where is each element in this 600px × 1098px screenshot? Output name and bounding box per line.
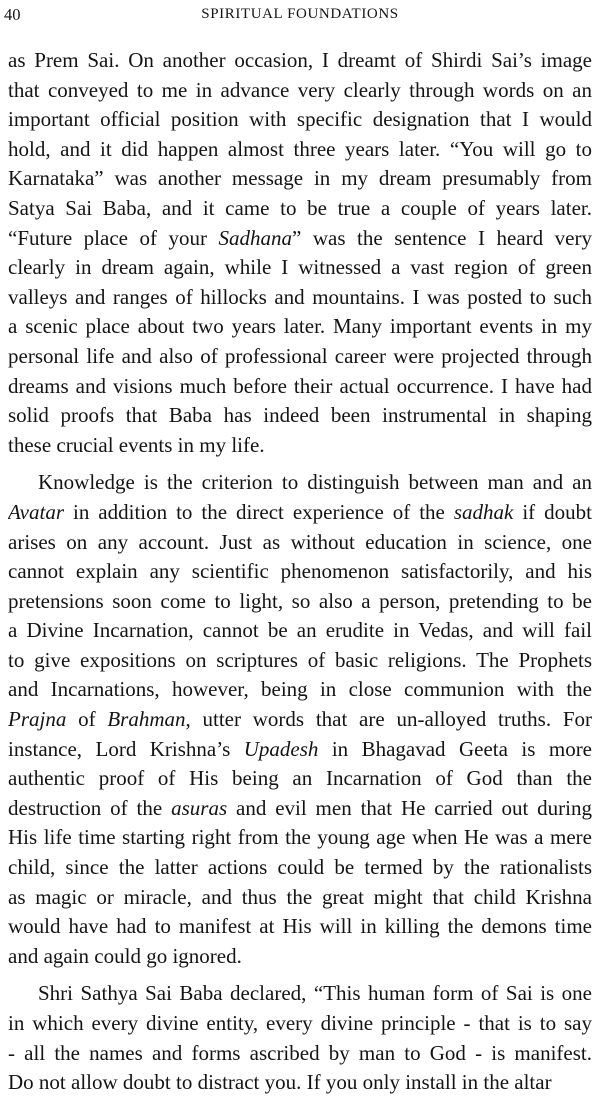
text-segment: in which every divine entity, every divine principle - that is to say	[8, 1011, 592, 1035]
text-line	[8, 853, 592, 883]
page-number: 40	[4, 5, 21, 24]
italic-term: Upadesh	[243, 736, 319, 761]
text-segment: dreams and visions much before their actual occurrence. I have had	[8, 373, 592, 398]
text-line	[8, 342, 592, 372]
text-line	[8, 401, 592, 431]
running-title: SPIRITUAL FOUNDATIONS	[201, 6, 399, 22]
text-segment: and evil men that He carried out during	[227, 795, 592, 820]
text-segment: personal life and also of professional career were projected through	[8, 343, 592, 368]
text-segment: as Prem Sai. On another occasion, I dreamt of Shirdi Sai’s image	[8, 48, 592, 72]
italic-term: sadhak	[453, 499, 514, 524]
text-segment: as magic or miracle, and thus the great might that child Krishna	[8, 884, 592, 909]
text-segment: would have had to manifest at His will in killing the demons time	[8, 914, 592, 939]
italic-term: asuras	[171, 795, 228, 820]
text-line	[8, 1009, 592, 1039]
text-line	[8, 194, 592, 224]
text-segment: authentic proof of His being an Incarnation of God than the	[8, 766, 592, 791]
text-segment: to give expositions on scriptures of basic religions. The Prophets	[8, 647, 592, 672]
text-segment: Do not allow doubt to distract you. If you only install in the altar	[8, 1070, 552, 1095]
text-segment: and Incarnations, however, being in close communion with the	[8, 677, 592, 702]
text-line	[8, 735, 592, 765]
text-segment: a scenic place about two years later. Many important events in my	[8, 314, 592, 339]
text-line	[8, 76, 592, 106]
text-line	[8, 646, 592, 676]
text-segment: in addition to the direct experience of the	[64, 499, 454, 524]
text-segment: , utter words that are un-alloyed truths. For	[185, 707, 592, 732]
text-line	[8, 616, 592, 646]
text-line	[8, 135, 592, 165]
text-line	[8, 557, 592, 587]
text-segment: important official position with specific designation that I would	[8, 107, 592, 132]
text-segment: clearly in dream again, while I witnessed a vast region of green	[8, 255, 592, 280]
text-line	[8, 587, 592, 617]
text-segment: arises on any account. Just as without education in science, one	[8, 529, 592, 554]
text-segment: His life time starting right from the young age when He was a mere	[8, 825, 592, 850]
italic-term: Sadhana	[218, 225, 293, 250]
text-line	[8, 224, 592, 254]
text-line	[8, 312, 592, 342]
text-segment: “Future place of your	[8, 225, 219, 250]
text-line	[8, 283, 592, 313]
text-segment: of	[66, 707, 108, 732]
text-segment: Knowledge is the criterion to distinguish between man and an	[38, 470, 592, 495]
text-segment: hold, and it did happen almost three years later. “You will go to	[8, 136, 592, 161]
text-segment: Satya Sai Baba, and it came to be true a couple of years later.	[8, 195, 592, 220]
text-line	[8, 164, 592, 194]
text-line	[8, 675, 592, 705]
text-segment: a Divine Incarnation, cannot be an erudite in Vedas, and will fail	[8, 618, 592, 643]
text-line	[8, 1039, 592, 1069]
text-segment: destruction of the	[8, 795, 172, 820]
text-segment: in Bhagavad Geeta is more	[318, 736, 592, 761]
text-line	[8, 253, 592, 283]
text-line	[8, 979, 592, 1009]
text-segment: - all the names and forms ascribed by man to God - is manifest.	[8, 1040, 592, 1065]
text-segment: valleys and ranges of hillocks and mountains. I was posted to such	[8, 284, 592, 309]
text-line	[8, 46, 592, 76]
italic-term: Brahman	[107, 707, 186, 732]
text-segment: pretensions soon come to light, so also a person, pretending to be	[8, 588, 592, 613]
text-segment: solid proofs that Baba has indeed been instrumental in shaping	[8, 403, 592, 428]
paragraph-1	[8, 46, 592, 460]
text-segment: child, since the latter actions could be termed by the rationalists	[8, 855, 592, 880]
text-line	[8, 705, 592, 735]
text-line	[8, 468, 592, 498]
body-text	[8, 46, 592, 1098]
text-line	[8, 942, 592, 972]
text-segment: and again could go ignored.	[8, 943, 242, 968]
text-line	[8, 912, 592, 942]
text-segment: these crucial events in my life.	[8, 432, 265, 457]
paragraph-2	[8, 468, 592, 971]
text-line	[8, 431, 592, 461]
running-head	[0, 3, 600, 29]
italic-term: Prajna	[8, 707, 67, 732]
text-line	[8, 883, 592, 913]
paragraph-3	[8, 979, 592, 1097]
text-line	[8, 528, 592, 558]
text-segment: cannot explain any scientific phenomenon satisfactorily, and his	[8, 559, 592, 584]
text-segment: instance, Lord Krishna’s	[8, 736, 244, 761]
text-segment: Karnataka” was another message in my dream presumably from	[8, 166, 592, 191]
text-segment: if doubt	[513, 499, 592, 524]
text-segment: that conveyed to me in advance very clearly through words on an	[8, 77, 592, 102]
text-line	[8, 498, 592, 528]
italic-term: Avatar	[8, 499, 64, 524]
text-line	[8, 1068, 592, 1098]
text-segment: ” was the sentence I heard very	[292, 225, 592, 250]
text-line	[8, 794, 592, 824]
text-line	[8, 764, 592, 794]
text-line	[8, 105, 592, 135]
text-line	[8, 372, 592, 402]
text-segment: Shri Sathya Sai Baba declared, “This human form of Sai is one	[38, 981, 592, 1006]
text-line	[8, 823, 592, 853]
